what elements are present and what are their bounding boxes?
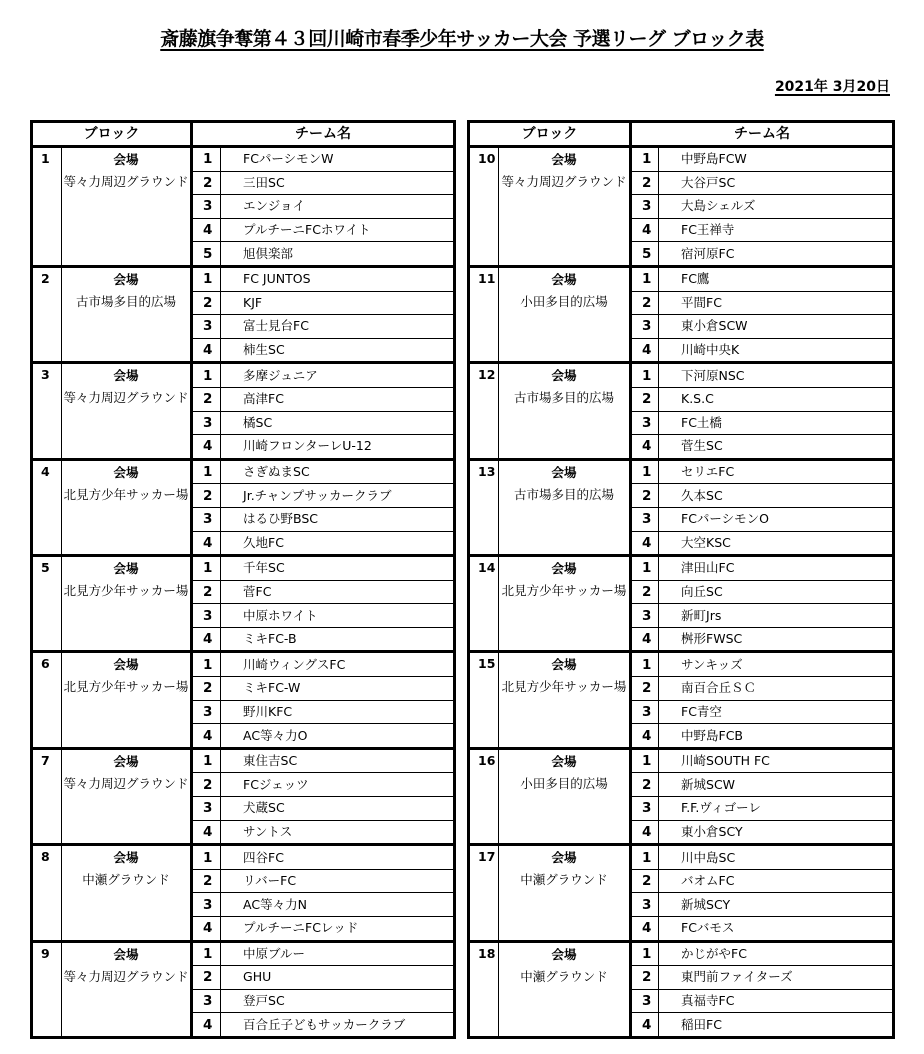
team-name: 百合丘子どもサッカークラブ	[221, 1013, 455, 1038]
team-name: プルチーニFCレッド	[221, 917, 455, 942]
team-number: 1	[631, 748, 659, 773]
team-name: 中原ブルー	[221, 941, 455, 966]
team-row	[32, 748, 455, 773]
venue-name: 中瀬グラウンド	[82, 872, 170, 888]
team-row	[469, 652, 894, 677]
block-number: 12	[469, 363, 499, 459]
header-team-name: チーム名	[192, 122, 455, 147]
team-name: 多摩ジュニア	[221, 363, 455, 388]
team-name: 真福寺FC	[659, 989, 894, 1013]
team-name: 久本SC	[659, 484, 894, 508]
block-venue	[499, 748, 631, 844]
block-number: 2	[32, 266, 62, 362]
team-name: FCジェッツ	[221, 773, 455, 797]
venue-name: 等々力周辺グラウンド	[63, 174, 189, 189]
team-name: 宿河原FC	[659, 242, 894, 267]
team-number: 1	[192, 652, 221, 677]
team-number: 3	[631, 797, 659, 821]
venue-name: 等々力周辺グラウンド	[63, 390, 189, 406]
team-number: 1	[192, 147, 221, 172]
team-name: 高津FC	[221, 387, 455, 411]
team-number: 3	[192, 195, 221, 219]
team-number: 4	[192, 627, 221, 652]
block-venue	[62, 748, 192, 844]
block-venue	[62, 556, 192, 652]
team-number: 4	[192, 435, 221, 460]
team-name: 南百合丘ＳＣ	[659, 677, 894, 701]
venue-label: 会場	[113, 152, 139, 167]
team-name: ミキFC-W	[221, 677, 455, 701]
block-venue	[499, 941, 631, 1037]
team-number: 3	[631, 604, 659, 628]
team-number: 2	[631, 773, 659, 797]
team-number: 4	[631, 917, 659, 942]
team-number: 3	[631, 700, 659, 724]
venue-label: 会場	[551, 464, 577, 480]
team-name: 川崎ウィングスFC	[221, 652, 455, 677]
block-table-left	[30, 120, 456, 1039]
venue-label: 会場	[113, 753, 139, 769]
team-name: リバーFC	[221, 869, 455, 893]
team-name: 東門前ファイターズ	[659, 966, 894, 990]
venue-name: 小田多目的広場	[520, 293, 608, 309]
team-name: 川中島SC	[659, 845, 894, 870]
team-number: 4	[631, 1013, 659, 1038]
team-number: 2	[631, 171, 659, 195]
block-venue	[499, 459, 631, 555]
team-number: 1	[631, 363, 659, 388]
team-row	[469, 556, 894, 581]
team-name: 桝形FWSC	[659, 627, 894, 652]
block-number: 5	[32, 556, 62, 652]
team-number: 1	[192, 845, 221, 870]
venue-name: 北見方少年サッカー場	[63, 679, 189, 695]
team-row	[32, 147, 455, 172]
team-number: 3	[192, 604, 221, 628]
team-name: FC青空	[659, 700, 894, 724]
team-name: 富士見台FC	[221, 315, 455, 339]
team-number: 4	[192, 724, 221, 749]
team-number: 2	[192, 387, 221, 411]
team-number: 1	[192, 266, 221, 291]
venue-name: 等々力周辺グラウンド	[501, 174, 627, 189]
team-name: 川崎フロンターレU-12	[221, 435, 455, 460]
team-number: 4	[192, 338, 221, 363]
team-name: 川崎中央K	[659, 338, 894, 363]
team-name: 橘SC	[221, 411, 455, 435]
team-name: バオムFC	[659, 869, 894, 893]
team-number: 2	[192, 869, 221, 893]
team-number: 2	[631, 484, 659, 508]
venue-label: 会場	[551, 152, 577, 167]
team-row	[32, 652, 455, 677]
block-venue	[62, 459, 192, 555]
team-number: 3	[631, 411, 659, 435]
venue-name: 北見方少年サッカー場	[501, 583, 627, 599]
team-name: FC JUNTOS	[221, 266, 455, 291]
team-row	[32, 266, 455, 291]
venue-label: 会場	[551, 753, 577, 769]
team-number: 4	[631, 531, 659, 556]
team-row	[32, 459, 455, 484]
venue-label: 会場	[113, 561, 139, 577]
team-name: 中野島FCB	[659, 724, 894, 749]
team-number: 2	[631, 387, 659, 411]
team-number: 5	[192, 242, 221, 267]
team-name: F.F.ヴィゴーレ	[659, 797, 894, 821]
block-rows-right	[469, 147, 894, 1038]
document-title	[0, 24, 924, 51]
team-name: さぎぬまSC	[221, 459, 455, 484]
team-number: 1	[631, 556, 659, 581]
venue-name: 古市場多目的広場	[514, 486, 615, 502]
team-name: 稲田FC	[659, 1013, 894, 1038]
venue-label: 会場	[551, 657, 577, 673]
team-number: 2	[631, 677, 659, 701]
block-venue	[62, 652, 192, 748]
team-name: 登戸SC	[221, 989, 455, 1013]
team-name: K.S.C	[659, 387, 894, 411]
block-venue	[499, 363, 631, 459]
team-name: KJF	[221, 291, 455, 315]
header-team-name: チーム名	[631, 122, 894, 147]
team-name: エンジョイ	[221, 195, 455, 219]
team-name: 大谷戸SC	[659, 171, 894, 195]
block-venue	[499, 147, 631, 267]
team-name: 四谷FC	[221, 845, 455, 870]
team-number: 1	[631, 266, 659, 291]
team-name: セリエFC	[659, 459, 894, 484]
block-venue	[499, 266, 631, 362]
team-name: 野川KFC	[221, 700, 455, 724]
block-number: 14	[469, 556, 499, 652]
team-number: 2	[192, 171, 221, 195]
team-name: 旭倶楽部	[221, 242, 455, 267]
team-number: 1	[192, 748, 221, 773]
team-number: 2	[192, 291, 221, 315]
team-row	[469, 845, 894, 870]
team-name: 中原ホワイト	[221, 604, 455, 628]
team-number: 2	[631, 966, 659, 990]
venue-label: 会場	[551, 946, 577, 962]
block-table-right	[467, 120, 895, 1039]
block-number: 1	[32, 147, 62, 267]
venue-label: 会場	[113, 946, 139, 962]
team-name: 中野島FCW	[659, 147, 894, 172]
team-name: サンキッズ	[659, 652, 894, 677]
team-number: 2	[192, 677, 221, 701]
team-name: 菅生SC	[659, 435, 894, 460]
team-number: 3	[192, 797, 221, 821]
team-number: 3	[631, 893, 659, 917]
block-number: 17	[469, 845, 499, 941]
block-venue	[62, 845, 192, 941]
team-row	[469, 363, 894, 388]
team-name: AC等々力O	[221, 724, 455, 749]
team-number: 3	[192, 989, 221, 1013]
team-number: 4	[192, 1013, 221, 1038]
team-row	[469, 748, 894, 773]
venue-name: 北見方少年サッカー場	[63, 583, 189, 599]
team-number: 3	[192, 700, 221, 724]
team-number: 4	[631, 435, 659, 460]
header-block: ブロック	[32, 122, 192, 147]
team-name: 川崎SOUTH FC	[659, 748, 894, 773]
venue-name: 中瀬グラウンド	[520, 968, 608, 984]
team-number: 4	[631, 820, 659, 845]
team-name: FC鷹	[659, 266, 894, 291]
venue-label: 会場	[113, 850, 139, 866]
block-number: 3	[32, 363, 62, 459]
team-number: 2	[192, 580, 221, 604]
venue-name: 北見方少年サッカー場	[63, 486, 189, 502]
team-number: 2	[192, 966, 221, 990]
team-name: 三田SC	[221, 171, 455, 195]
team-number: 4	[192, 820, 221, 845]
team-number: 3	[631, 195, 659, 219]
block-venue	[499, 652, 631, 748]
team-name: GHU	[221, 966, 455, 990]
team-name: 大島シェルズ	[659, 195, 894, 219]
team-number: 3	[631, 989, 659, 1013]
team-number: 1	[631, 941, 659, 966]
team-name: Jr.チャンプサッカークラブ	[221, 484, 455, 508]
block-venue	[62, 147, 192, 267]
team-name: 新城SCY	[659, 893, 894, 917]
team-number: 4	[192, 917, 221, 942]
venue-label: 会場	[551, 368, 577, 384]
block-number: 10	[469, 147, 499, 267]
team-row	[469, 147, 894, 172]
team-number: 1	[631, 652, 659, 677]
document-date: 2021年 3月20日	[774, 79, 890, 95]
team-number: 4	[631, 338, 659, 363]
team-name: 向丘SC	[659, 580, 894, 604]
team-name: 新町Jrs	[659, 604, 894, 628]
block-number: 15	[469, 652, 499, 748]
venue-label: 会場	[113, 368, 139, 384]
team-name: 下河原NSC	[659, 363, 894, 388]
team-name: 柿生SC	[221, 338, 455, 363]
team-number: 2	[631, 291, 659, 315]
header-block: ブロック	[469, 122, 631, 147]
venue-label: 会場	[113, 657, 139, 673]
team-number: 2	[192, 484, 221, 508]
team-number: 1	[631, 459, 659, 484]
team-name: FC王禅寺	[659, 218, 894, 242]
team-name: 久地FC	[221, 531, 455, 556]
team-number: 1	[192, 363, 221, 388]
team-number: 5	[631, 242, 659, 267]
team-name: 津田山FC	[659, 556, 894, 581]
block-number: 7	[32, 748, 62, 844]
team-number: 1	[631, 147, 659, 172]
team-name: 新城SCW	[659, 773, 894, 797]
team-name: 東小倉SCW	[659, 315, 894, 339]
team-number: 3	[192, 411, 221, 435]
venue-name: 中瀬グラウンド	[520, 872, 608, 888]
venue-label: 会場	[551, 271, 577, 287]
team-name: 東小倉SCY	[659, 820, 894, 845]
venue-label: 会場	[551, 850, 577, 866]
team-row	[32, 941, 455, 966]
team-row	[32, 845, 455, 870]
block-number: 8	[32, 845, 62, 941]
block-venue	[62, 363, 192, 459]
block-venue	[62, 266, 192, 362]
team-name: 千年SC	[221, 556, 455, 581]
block-venue	[499, 845, 631, 941]
team-name: サントス	[221, 820, 455, 845]
team-row	[469, 459, 894, 484]
team-name: プルチーニFCホワイト	[221, 218, 455, 242]
block-number: 4	[32, 459, 62, 555]
team-row	[469, 266, 894, 291]
team-number: 1	[192, 556, 221, 581]
team-name: FCパーシモンO	[659, 507, 894, 531]
venue-label: 会場	[113, 271, 139, 287]
team-number: 4	[192, 531, 221, 556]
team-name: AC等々力N	[221, 893, 455, 917]
block-number: 13	[469, 459, 499, 555]
team-number: 2	[192, 773, 221, 797]
block-venue	[499, 556, 631, 652]
team-name: かじがやFC	[659, 941, 894, 966]
team-name: 東住吉SC	[221, 748, 455, 773]
team-name: 平間FC	[659, 291, 894, 315]
team-number: 4	[631, 724, 659, 749]
team-number: 4	[631, 627, 659, 652]
team-name: ミキFC-B	[221, 627, 455, 652]
block-number: 18	[469, 941, 499, 1037]
block-number: 6	[32, 652, 62, 748]
team-row	[469, 941, 894, 966]
team-number: 3	[192, 315, 221, 339]
team-name: 大空KSC	[659, 531, 894, 556]
block-venue	[62, 941, 192, 1037]
team-number: 3	[631, 507, 659, 531]
venue-name: 小田多目的広場	[520, 775, 608, 791]
venue-name: 等々力周辺グラウンド	[63, 775, 189, 791]
block-number: 11	[469, 266, 499, 362]
team-row	[32, 556, 455, 581]
venue-label: 会場	[113, 464, 139, 480]
venue-name: 北見方少年サッカー場	[501, 679, 627, 695]
team-name: 犬蔵SC	[221, 797, 455, 821]
team-name: FCバモス	[659, 917, 894, 942]
team-number: 1	[192, 941, 221, 966]
team-number: 4	[192, 218, 221, 242]
team-name: FCパーシモンW	[221, 147, 455, 172]
venue-name: 古市場多目的広場	[76, 293, 177, 309]
block-rows-left	[32, 147, 455, 1038]
block-number: 9	[32, 941, 62, 1037]
team-row	[32, 363, 455, 388]
team-number: 3	[192, 893, 221, 917]
venue-label: 会場	[551, 561, 577, 577]
team-number: 3	[631, 315, 659, 339]
block-number: 16	[469, 748, 499, 844]
team-number: 1	[192, 459, 221, 484]
team-number: 3	[192, 507, 221, 531]
team-number: 4	[631, 218, 659, 242]
team-name: FC土橋	[659, 411, 894, 435]
team-name: はるひ野BSC	[221, 507, 455, 531]
venue-name: 古市場多目的広場	[514, 390, 615, 406]
team-number: 2	[631, 869, 659, 893]
team-name: 菅FC	[221, 580, 455, 604]
document-title-text: 斎藤旗争奪第４３回川崎市春季少年サッカー大会 予選リーグ ブロック表	[160, 28, 764, 50]
venue-name: 等々力周辺グラウンド	[63, 968, 189, 984]
team-number: 1	[631, 845, 659, 870]
team-number: 2	[631, 580, 659, 604]
